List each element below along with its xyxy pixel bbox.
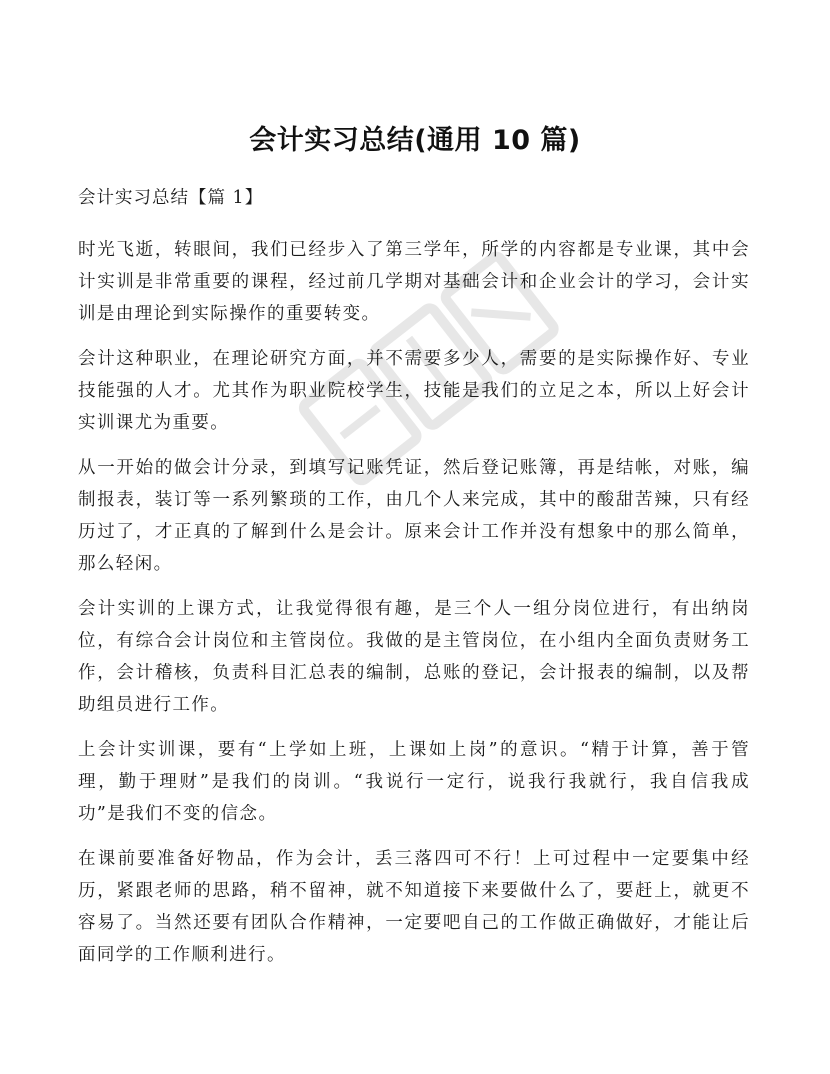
section-heading: 会计实习总结【篇 1】 bbox=[78, 188, 264, 208]
paragraph-5: 上会计实训课，要有“上学如上班，上课如上岗”的意识。“精于计算，善于管理，勤于理财”是我们的岗训。“我说行一定行，说我行我就行，我自信我成功”是我们不变的信念。 bbox=[78, 740, 750, 824]
paragraph-2: 会计这种职业，在理论研究方面，并不需要多少人，需要的是实际操作好、专业技能强的人才。尤其作为职业院校学生，技能是我们的立足之本，所以上好会计实训课尤为重要。 bbox=[78, 349, 750, 433]
paragraph-1: 时光飞逝，转眼间，我们已经步入了第三学年，所学的内容都是专业课，其中会计实训是非常重要的课程，经过前几学期对基础会计和企业会计的学习，会计实训是由理论到实际操作的重要转变。 bbox=[78, 240, 750, 324]
document-body bbox=[78, 184, 750, 984]
paragraph-4: 会计实训的上课方式，让我觉得很有趣，是三个人一组分岗位进行，有出纳岗位，有综合会计岗位和主管岗位。我做的是主管岗位，在小组内全面负责财务工作，会计稽核，负责科目汇总表的编制，总账的登记，会计报表的编制，以及帮助组员进行工作。 bbox=[78, 599, 750, 715]
paragraph-3: 从一开始的做会计分录，到填写记账凭证，然后登记账簿，再是结帐，对账，编制报表，装订等一系列繁琐的工作，由几个人来完成，其中的酸甜苦辣，只有经历过了，才正真的了解到什么是会计。原来会计工作并没有想象中的那么简单，那么轻闲。 bbox=[78, 458, 750, 574]
paragraph-6: 在课前要准备好物品，作为会计，丢三落四可不行！上可过程中一定要集中经历，紧跟老师的思路，稍不留神，就不知道接下来要做什么了，要赶上，就更不容易了。当然还要有团队合作精神，一定要吧自己的工作做正确做好，才能让后面同学的工作顺利进行。 bbox=[78, 849, 750, 965]
page-title: 会计实习总结(通用 10 篇) bbox=[249, 125, 581, 156]
